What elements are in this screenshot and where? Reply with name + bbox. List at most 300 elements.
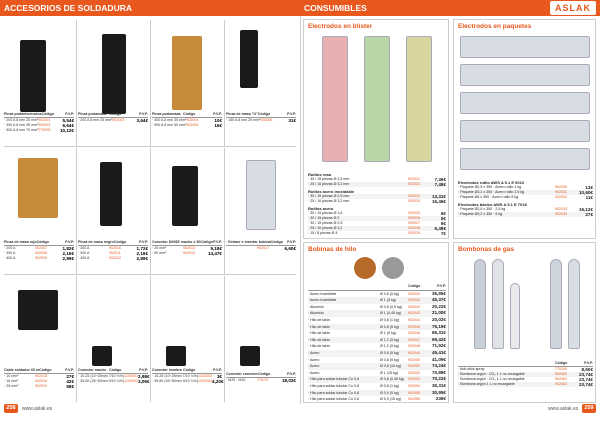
item-code: 902021 (408, 177, 420, 181)
item-desc: · 300 A (78, 251, 90, 255)
product-price-table (78, 368, 148, 384)
item-price: 3,05€ (138, 379, 150, 384)
table-row (308, 297, 446, 304)
item-code: 902011 (109, 251, 121, 255)
electrode-pack-3 (460, 92, 590, 114)
blister-price-table (308, 170, 446, 236)
right-page-header (300, 0, 600, 16)
item-desc: · Hilo de latón (308, 317, 331, 322)
item-price: 14,47€ (207, 251, 222, 256)
section-title: Electrodos en blíster (308, 23, 373, 30)
column-code: Código (113, 240, 127, 244)
item-desc (226, 246, 257, 251)
product-cell (152, 148, 222, 274)
item-desc: · Bombona argón · CO₂ 1 L no recargable (458, 377, 525, 381)
item-desc: · 400 A (4, 256, 16, 260)
column-code: Código (109, 368, 122, 372)
item-desc: · 10 mm² (4, 374, 19, 378)
item-code: 902005 (186, 123, 199, 127)
item-desc: · 16 mm² (4, 379, 19, 383)
item-code: 902047 (408, 337, 420, 342)
product-cell (78, 148, 148, 274)
item-code: 1203002 (124, 379, 139, 383)
left-page-header: ACCESORIOS DE SOLDADURA (0, 0, 300, 16)
table-row (308, 330, 446, 337)
column-code: Código (257, 112, 271, 116)
table-row (458, 212, 593, 217)
item-code: 902031 (555, 190, 567, 194)
product-price-table (4, 112, 74, 133)
col-spec (380, 283, 408, 290)
item-desc: · Hilo para soldar tubular Cu 0,8 (308, 397, 359, 402)
group-title: Rutilos acero inoxidable (308, 189, 355, 194)
product-image (100, 162, 122, 226)
item-price: 7€ (440, 231, 446, 236)
item-code: 902020 (35, 384, 47, 388)
item-price: 45,41€ (431, 349, 446, 355)
group-title: Rutilos acero (308, 206, 334, 211)
item-price: 10,60€ (578, 190, 593, 195)
item-price: 45,37€ (431, 297, 446, 303)
item-desc: · Acero (308, 364, 320, 369)
product-cell (226, 276, 296, 402)
item-code: 902022 (408, 182, 420, 186)
product-title: · Extraer e insertar bobina (226, 240, 271, 244)
column-code: Código (257, 372, 271, 376)
wire-spool-steel (382, 257, 404, 279)
item-price: 36,95€ (431, 290, 446, 296)
item-code: 902052 (408, 370, 420, 375)
item-code: 902028 (408, 226, 420, 230)
cell-divider (150, 148, 151, 274)
item-price: 27€ (585, 212, 593, 217)
item-price: 27€ (66, 374, 74, 379)
item-code: 902045 (408, 324, 420, 329)
item-code: 1203001 (124, 374, 139, 378)
item-price: 13,41€ (431, 194, 446, 199)
product-cell (226, 148, 296, 274)
item-price: 10,12€ (59, 128, 74, 133)
item-desc: · 50 mm² (152, 251, 167, 255)
item-desc: · 25 / 10 piezas Ø 3,2 mm (308, 199, 350, 203)
product-image (92, 346, 112, 366)
item-code: 902041 (408, 298, 420, 303)
spray-can (510, 283, 520, 349)
table-header (308, 283, 446, 291)
item-price: 1,82€ (62, 246, 74, 251)
column-price: P.V.P. (139, 112, 148, 116)
product-title: Pinza de masa rojo (4, 240, 37, 244)
right-page-title: CONSUMIBLES (304, 3, 367, 13)
item-spec: Ø 0,9 (5 kg) (380, 390, 399, 395)
item-code: 902014 (183, 251, 195, 255)
item-desc: · Hilo para soldar tubular Cu 0,8 (308, 383, 359, 388)
product-price-table (226, 372, 296, 383)
section-bobinas (303, 242, 449, 403)
item-code: 902027 (408, 221, 420, 225)
table-row (308, 324, 446, 331)
right-page-number: 259 (582, 404, 596, 413)
table-row (308, 304, 446, 311)
item-desc: · 15 / 8 piezas Ø 4 (308, 231, 338, 235)
product-title: Conector macho (78, 368, 107, 372)
column-price: P.V.P. (65, 240, 74, 244)
item-code: 902061 (555, 377, 567, 381)
item-price: 6€ (440, 216, 446, 221)
item-price: 41,09€ (431, 356, 446, 362)
item-desc: · 25 mm² (4, 384, 19, 388)
item-desc: · 300 A 8 mm 35 mm² (4, 123, 39, 127)
column-price: P.V.P. (287, 372, 296, 376)
item-desc: · Acero (308, 370, 320, 375)
bobinas-price-table (308, 283, 446, 403)
item-code: 902008 (35, 251, 47, 255)
product-cell (152, 276, 222, 402)
product-image (18, 158, 58, 218)
column-price: P.V.P. (287, 112, 296, 116)
product-price-table (226, 240, 296, 251)
item-desc: · Hilo de latón (308, 337, 331, 342)
item-desc: · 300 A (4, 251, 16, 255)
item-price: 2,98€ (138, 374, 150, 379)
item-code: 902034 (555, 212, 567, 216)
col-code: Código (408, 284, 421, 288)
product-image (18, 290, 58, 330)
item-spec: Ø 1 (5 kg) (380, 331, 396, 336)
table-row (78, 379, 148, 384)
table-row (458, 195, 593, 200)
item-spec: Ø 0,8 (0,5 kg) (380, 304, 402, 309)
table-row (152, 251, 222, 256)
item-spec: Ø 1 (15 kg) (380, 370, 398, 375)
table-row (308, 383, 446, 390)
item-desc: · 35-50 (35~50mm 9/10 ¼%) (152, 379, 199, 383)
product-image (172, 166, 198, 226)
item-desc: · Acero (308, 357, 320, 362)
item-desc: · 30 / 15 piezas Ø 2 (308, 216, 340, 220)
item-code: 770707 (257, 378, 269, 382)
table-row (308, 396, 446, 403)
table-row (308, 390, 446, 397)
item-code: 902056 (408, 397, 420, 402)
item-desc: · 500 A 8 mm 70 mm² (4, 128, 39, 132)
item-price: 6,60€ (284, 246, 296, 251)
item-price: 75,19€ (431, 323, 446, 329)
item-code: 902018 (35, 374, 47, 378)
column-code: Código (270, 240, 283, 244)
electrode-pack-1 (460, 36, 590, 58)
product-price-table (152, 368, 222, 384)
item-price: 21,00€ (431, 310, 446, 316)
table-row (78, 118, 148, 123)
table-row (226, 246, 296, 251)
col-code: Código (555, 361, 568, 365)
product-image (166, 346, 186, 366)
item-price: 2,89€ (136, 256, 148, 261)
column-price: P.V.P. (139, 240, 148, 244)
item-desc: · 200 A 8 mm 25 mm² (78, 118, 113, 122)
item-desc: · Hilo de latón (308, 331, 331, 336)
item-desc: · Paquete Ø3,2 x 350 · 5 kg (458, 212, 503, 216)
product-title: Pinza de masa "U" (226, 112, 258, 116)
column-price: P.V.P. (213, 112, 222, 116)
item-code: 902003 (112, 118, 125, 122)
cell-divider (150, 20, 151, 146)
wire-spool-copper (354, 257, 376, 279)
item-price: 69,42€ (431, 336, 446, 342)
item-price: 18,02€ (281, 378, 296, 383)
item-price: 71,92€ (431, 343, 446, 349)
item-desc: · 500 A 8 mm 50 mm² (152, 123, 187, 127)
column-price: P.V.P. (65, 112, 74, 116)
table-row (308, 376, 446, 383)
item-price: 4,20€ (212, 379, 224, 384)
product-image (246, 160, 276, 230)
item-price: 6,48€ (434, 226, 446, 231)
group-title: Rutilos rosa (308, 172, 332, 177)
item-code: 1203004 (198, 379, 213, 383)
item-desc: · 30 / 15 piezas Ø 2,5 mm (308, 194, 350, 198)
item-spec: Ø 0,6 (5 kg) (380, 350, 399, 355)
section-title: Bobinas de hilo (308, 246, 357, 253)
item-desc: · Paquete Ø4 x 350 · Acero rutilo 5 kg (458, 195, 519, 199)
item-spec: Ø 0,8 (0,45 kg) (380, 377, 404, 382)
product-title: Pinza portamasa (78, 112, 107, 116)
product-cell (78, 20, 148, 146)
item-desc: · Aluminio (308, 311, 324, 316)
table-row (308, 291, 446, 298)
item-desc: · Hilo para soldar tubular Cu 0,8 (308, 377, 359, 382)
item-price: 20,02€ (431, 316, 446, 322)
column-price: P.V.P. (287, 240, 296, 244)
item-desc: · Aluminio (308, 304, 324, 309)
brand-logo: ASLAK (550, 1, 596, 15)
product-price-table (152, 240, 222, 256)
product-title: Pinza de masa negro (78, 240, 114, 244)
item-spec: Ø 1 (5 kg) (380, 298, 396, 303)
table-row (308, 231, 446, 236)
item-code: 902033 (555, 207, 567, 211)
item-price: 30,95€ (431, 389, 446, 395)
item-price: 70,22€ (431, 376, 446, 382)
item-code: 902019 (35, 379, 47, 383)
table-row (226, 118, 296, 123)
item-code: 902044 (408, 317, 420, 322)
item-code: 902054 (408, 383, 420, 388)
paquetes-price-table (458, 178, 593, 217)
electrode-pack-2 (460, 64, 590, 86)
product-title: Pinza portamasa (152, 112, 181, 116)
item-price: 16€ (214, 123, 222, 128)
item-desc: · 25 / 10 piezas Ø 3,2 mm (308, 182, 350, 186)
item-spec: Ø 0,8 (5 kg) (380, 357, 399, 362)
item-price: 7,36€ (434, 177, 446, 182)
item-desc: · 150 A 8 mm 25 mm² (226, 118, 261, 122)
table-row (4, 128, 74, 133)
cell-divider (76, 20, 77, 146)
column-code: Código (183, 112, 196, 116)
item-spec: Ø 0,8 (5 kg) (380, 324, 399, 329)
group-title: Electrodos rutilo AWS A 5.1 E 6013 (458, 180, 525, 185)
item-price: 5,54€ (62, 118, 74, 123)
blister-pack-inox (364, 36, 390, 162)
item-spec: Ø 1 (0,45 kg) (380, 311, 401, 316)
item-code: 902040 (408, 291, 420, 296)
item-price: 6,64€ (62, 123, 74, 128)
item-code: 902053 (408, 377, 420, 382)
table-row (226, 378, 296, 383)
item-price: 16,46€ (431, 199, 446, 204)
item-price: 66,31€ (431, 330, 446, 336)
item-desc: · Hilo de latón (308, 344, 331, 349)
product-image (240, 346, 260, 366)
item-desc: · 200 A (78, 246, 90, 250)
item-desc: · Anti-stick spray (458, 367, 485, 371)
table-row (308, 310, 446, 317)
cell-divider (224, 148, 225, 274)
item-code: 770200 (555, 367, 567, 371)
product-price-table (78, 112, 148, 123)
item-code: 902007 (35, 246, 47, 250)
blister-pack-acero (406, 36, 432, 162)
item-price: 11€ (585, 195, 593, 200)
item-code: 902062 (555, 382, 567, 386)
table-row (308, 370, 446, 377)
table-row (308, 199, 446, 204)
electrode-pack-5 (460, 148, 590, 170)
item-code: 902012 (109, 256, 121, 260)
column-price: P.V.P. (139, 368, 148, 372)
item-spec: Ø 0,9 (15 kg) (380, 397, 401, 402)
col-desc (308, 283, 380, 290)
item-code: 902060 (555, 372, 567, 376)
column-price: P.V.P. (213, 368, 222, 372)
product-cell (4, 20, 74, 146)
table-row (308, 337, 446, 344)
left-footer-url[interactable]: www.aslak.es (22, 406, 53, 412)
item-spec: Ø 0,8 (15 kg) (380, 364, 401, 369)
table-row (308, 317, 446, 324)
table-row (308, 343, 446, 350)
item-price: 23,74€ (578, 377, 593, 382)
product-title: Pinza portaelectrodos (4, 112, 42, 116)
item-desc: · 35-50 (35~50mm 9/10 ¼%) (78, 379, 125, 383)
item-code: 902051 (408, 364, 420, 369)
cell-divider (150, 276, 151, 402)
item-price: 15,12€ (578, 207, 593, 212)
item-price: 6€ (440, 221, 446, 226)
item-code: 902013 (183, 246, 195, 250)
item-code: 902009 (35, 256, 47, 260)
item-desc: · 25 / 10 piezas Ø 3,2 (308, 226, 343, 230)
item-price: 1,72€ (136, 246, 148, 251)
item-price: 23,74€ (578, 382, 593, 387)
column-code: Código (183, 368, 196, 372)
product-image (20, 40, 46, 112)
product-title: Cable soldador 60 m (4, 368, 40, 372)
row-divider (4, 274, 296, 275)
item-price: 6€ (440, 211, 446, 216)
column-price: P.V.P. (65, 368, 74, 372)
column-code: Código (109, 112, 122, 116)
product-price-table (4, 240, 74, 261)
item-spec: Ø 0,8 (1 kg) (380, 317, 399, 322)
item-price: 42€ (66, 379, 74, 384)
table-row (78, 256, 148, 261)
item-spec: Ø 1,2 (5 kg) (380, 337, 399, 342)
item-desc: · Acero hoskilable (308, 291, 337, 296)
item-price: 10€ (214, 118, 222, 123)
item-desc: · Acero hoskilable (308, 298, 337, 303)
item-price: 236€ (435, 396, 446, 402)
item-desc: · 25 mm² (152, 246, 167, 250)
group-title: Electrodos básico AWS A 5.1 E 7018 (458, 202, 527, 207)
column-code: Código (39, 368, 52, 372)
item-price: 31€ (288, 118, 296, 123)
gas-bottle-4 (568, 259, 580, 349)
item-desc: · 10-25 (10~25mm 7/10 ¼%) (78, 374, 125, 378)
item-price: 70,88€ (431, 369, 446, 375)
item-desc: · Acero (308, 350, 320, 355)
item-desc: · Bombona argón 1 L no recargable (458, 382, 515, 386)
section-electrodos-blister (303, 19, 449, 239)
right-footer-url[interactable]: www.aslak.es (548, 406, 579, 412)
item-desc: · M25 · M10 (226, 378, 246, 382)
item-price: 23,74€ (578, 372, 593, 377)
item-code: 902023 (408, 194, 420, 198)
item-code: 902050 (408, 357, 420, 362)
item-desc: · 30 / 15 piezas Ø 1,6 (308, 211, 343, 215)
item-code: 902046 (408, 331, 420, 336)
cell-divider (224, 20, 225, 146)
item-price: 9,18€ (210, 246, 222, 251)
product-cell (4, 148, 74, 274)
item-desc: · 400 A 8 mm 35 mm² (152, 118, 187, 122)
item-spec: Ø 1,2 (5 kg) (380, 344, 399, 349)
section-bombonas (453, 242, 596, 403)
item-code: 902029 (408, 231, 420, 235)
item-price: 35,31€ (431, 382, 446, 388)
product-image (102, 34, 126, 114)
product-title: Conector hembra (152, 368, 182, 372)
item-desc: · 200 A 8 mm 25 mm² (4, 118, 39, 122)
product-price-table (78, 240, 148, 261)
product-price-table (4, 368, 74, 389)
item-spec: Ø 0,8 (5 kg) (380, 291, 399, 296)
left-page-number: 258 (4, 404, 18, 413)
item-spec: Ø 0,8 (1 kg) (380, 383, 399, 388)
item-price: 8,60€ (581, 367, 593, 372)
item-code: 902017 (257, 246, 269, 250)
item-code: 770005 (38, 128, 51, 132)
item-desc: · 10-25 (10~25mm 7/10 ¼%) (152, 374, 199, 378)
item-desc: · Paquete Ø3,2 x 350 · Acero rutilo 2,5 kg (458, 190, 525, 194)
cell-divider (224, 276, 225, 402)
item-code: 902002 (38, 123, 51, 127)
item-desc: · 400 A (78, 256, 90, 260)
product-cell (226, 20, 296, 146)
item-code: 902042 (408, 304, 420, 309)
blister-pack-rosa (322, 36, 348, 162)
item-code: 902004 (186, 118, 199, 122)
table-row (152, 123, 222, 128)
item-code: 902006 (260, 118, 273, 122)
item-desc: · Hilo de latón (308, 324, 331, 329)
item-desc: · Paquete Ø2,5 x 350 · 2,5 kg (458, 207, 506, 211)
item-price: 2,16€ (136, 251, 148, 256)
cell-divider (76, 148, 77, 274)
product-price-table (226, 112, 296, 123)
